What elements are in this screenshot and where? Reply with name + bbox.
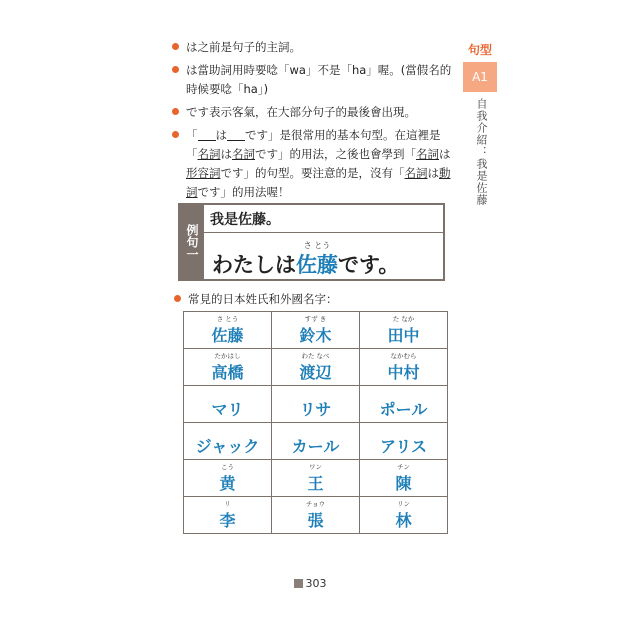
name-ruby: リン	[397, 499, 410, 508]
name-text: 渡辺	[299, 362, 332, 382]
name-ruby: なかむら	[390, 351, 417, 360]
name-cell	[184, 497, 272, 534]
example-sentence: わたしは さ とう 佐藤です。	[212, 241, 400, 277]
name-cell	[360, 497, 448, 534]
page-footer	[0, 577, 620, 590]
name-text: 李	[219, 510, 236, 530]
bullet-dot-icon	[172, 108, 179, 115]
name-ruby: た なか	[392, 314, 415, 323]
name-cell	[272, 349, 360, 386]
name-text: 陳	[395, 473, 412, 493]
note-4: 「 は です」是很常用的基本句型。在這裡是「名詞は名詞です」的用法，之後也會學到「名詞は形容詞です」的句型。要注意的是，沒有「名詞は動詞です」的用法喔！	[172, 126, 452, 202]
blank-line	[198, 128, 216, 141]
name-ruby: こう	[221, 462, 234, 471]
name-cell	[360, 386, 448, 423]
name-ruby: ワン	[309, 462, 322, 471]
example-name: さ とう 佐藤	[296, 241, 338, 277]
bullet-dot-icon	[172, 66, 179, 73]
name-cell	[360, 460, 448, 497]
name-text: マリ	[211, 399, 244, 419]
name-text: アリス	[379, 436, 428, 456]
chapter-tab: 句型	[463, 38, 497, 63]
name-cell	[184, 423, 272, 460]
name-text: 鈴木	[299, 325, 332, 345]
name-ruby: チョウ	[305, 499, 326, 508]
name-cell	[272, 312, 360, 349]
table-row	[184, 312, 448, 349]
bullet-dot-icon	[172, 131, 179, 138]
name-ruby	[273, 426, 358, 434]
example-divider	[204, 232, 443, 233]
name-ruby	[361, 389, 446, 397]
name-text: 張	[307, 510, 324, 530]
name-text: 佐藤	[211, 325, 244, 345]
name-text: 黄	[219, 473, 236, 493]
name-cell	[184, 349, 272, 386]
name-cell	[184, 312, 272, 349]
example-label: 例句一	[180, 205, 204, 279]
name-text: 中村	[387, 362, 420, 382]
example-name-ruby: さ とう	[303, 241, 331, 250]
names-table	[183, 311, 448, 534]
example-translation: 我是佐藤。	[210, 212, 280, 228]
name-text: 田中	[387, 325, 420, 345]
blank-line	[227, 128, 245, 141]
name-ruby	[185, 389, 270, 397]
name-cell	[360, 312, 448, 349]
name-text: ポール	[379, 399, 428, 419]
name-ruby	[185, 426, 270, 434]
name-text: 王	[307, 473, 324, 493]
name-cell	[272, 386, 360, 423]
table-row	[184, 386, 448, 423]
name-ruby: わた なべ	[301, 351, 330, 360]
name-cell	[184, 386, 272, 423]
notes-list	[172, 38, 452, 206]
page-number: 303	[305, 577, 327, 590]
note-2: は當助詞用時要唸「wa」不是「ha」喔。(當假名的時候要唸「ha」)	[172, 61, 452, 99]
name-ruby: さ とう	[216, 314, 239, 323]
note-3: です表示客氣，在大部分句子的最後會出現。	[172, 103, 452, 122]
name-ruby: チン	[397, 462, 410, 471]
name-ruby	[273, 389, 358, 397]
name-ruby: すず き	[304, 314, 327, 323]
bullet-dot-icon	[174, 295, 181, 302]
page-marker-icon	[294, 579, 303, 588]
note-1: は之前是句子的主詞。	[172, 38, 452, 57]
name-cell	[272, 423, 360, 460]
name-cell	[272, 460, 360, 497]
table-row	[184, 423, 448, 460]
name-text: 高橋	[211, 362, 244, 382]
name-text: ジャック	[195, 436, 260, 456]
table-row	[184, 349, 448, 386]
bullet-dot-icon	[172, 43, 179, 50]
name-ruby: たかはし	[214, 351, 241, 360]
table-row	[184, 497, 448, 534]
name-text: リサ	[299, 399, 332, 419]
unit-title: 自我介紹：我是佐藤	[475, 98, 488, 206]
name-ruby: リ	[224, 499, 231, 508]
example-box	[178, 203, 445, 281]
name-cell	[184, 460, 272, 497]
name-text: カール	[291, 436, 340, 456]
name-ruby	[361, 426, 446, 434]
name-cell	[360, 423, 448, 460]
names-heading: 常見的日本姓氏和外國名字：	[174, 291, 338, 307]
name-cell	[272, 497, 360, 534]
name-text: 林	[395, 510, 412, 530]
unit-badge: A1	[463, 62, 497, 92]
name-cell	[360, 349, 448, 386]
table-row	[184, 460, 448, 497]
